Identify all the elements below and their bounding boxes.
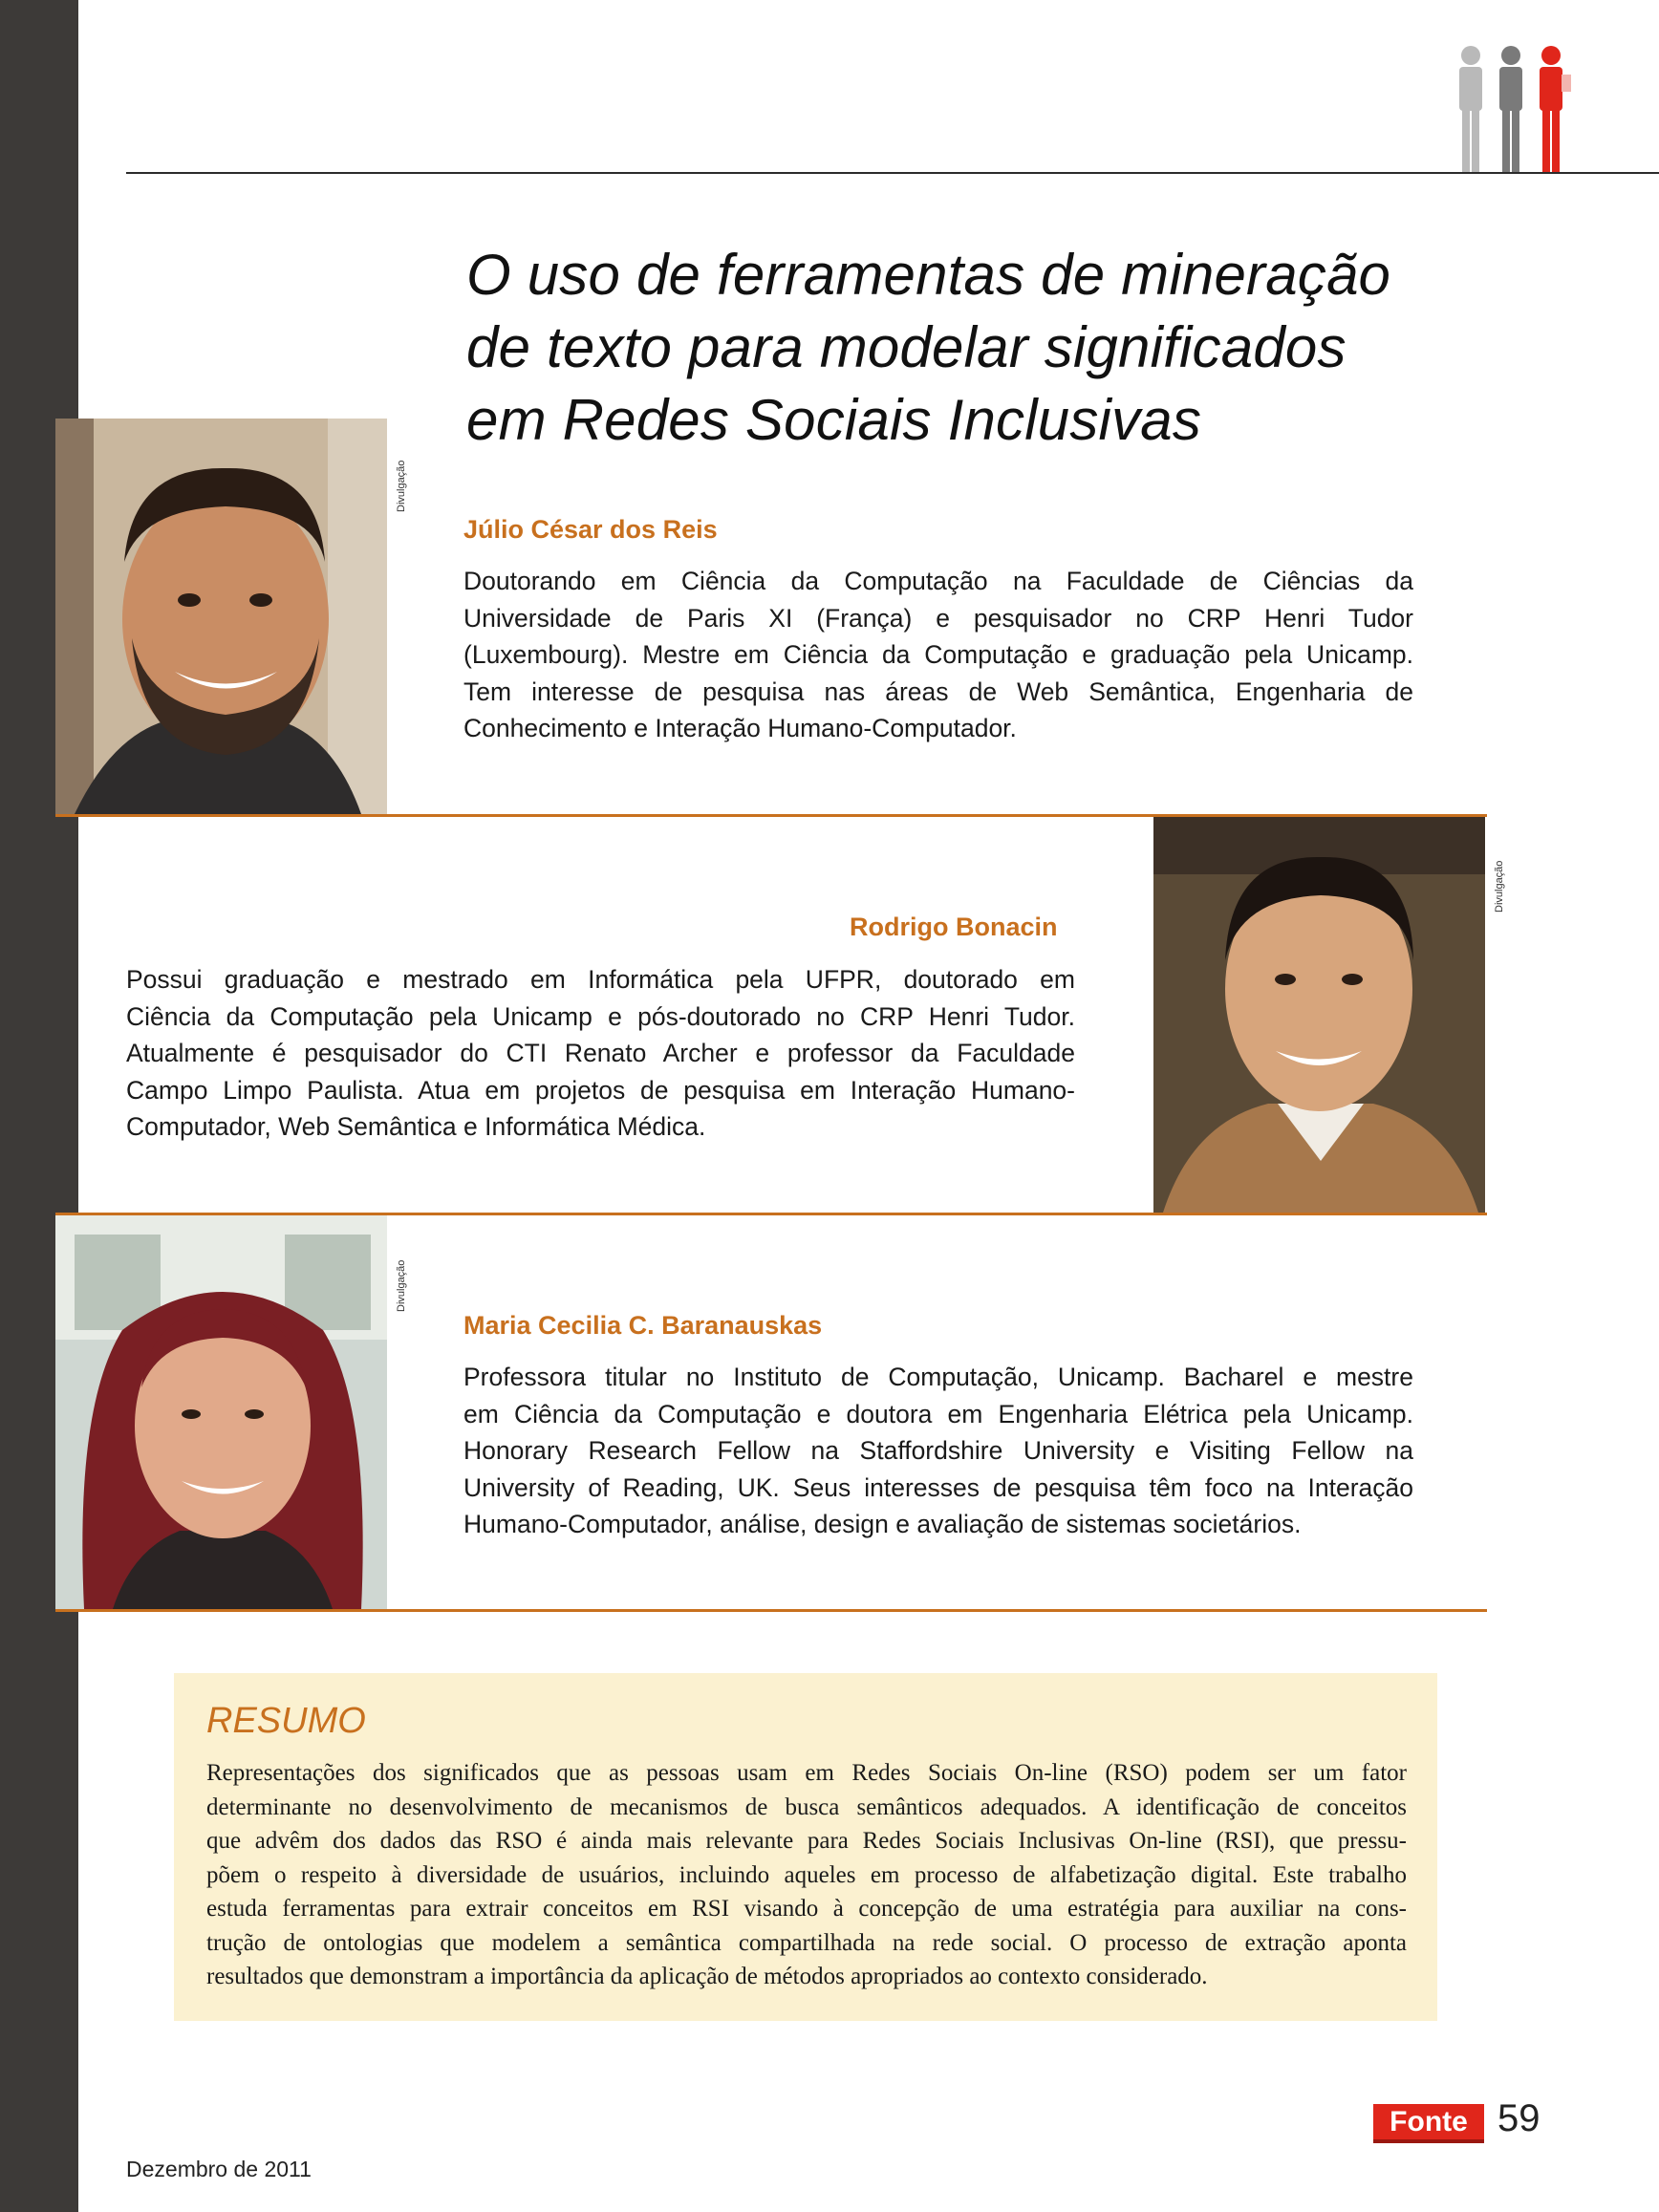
photo-credit: Divulgação — [396, 460, 407, 512]
bio-line: Computador, Web Semântica e Informática Médica. — [126, 1112, 706, 1141]
author-photo — [1153, 817, 1485, 1213]
footer-date: Dezembro de 2011 — [126, 2157, 312, 2181]
bio-line: Atualmente é pesquisador do CTI Renato Archer e professor da Faculdade — [126, 1039, 1075, 1067]
page-number: 59 — [1497, 2097, 1540, 2139]
bio-line: Tem interesse de pesquisa nas áreas de Web Semântica, Engenharia de — [463, 676, 1413, 706]
bio-line: Honorary Research Fellow na Staffordshire University e Visiting Fellow na — [463, 1436, 1413, 1465]
bio-line: em Ciência da Computação e doutora em Engenharia Elétrica pela Unicamp. — [463, 1399, 1413, 1428]
abstract-line: que advêm dos dados das RSO é ainda mais relevante para Redes Sociais Inclusivas On-line (RSI), que pressu- — [206, 1828, 1407, 1854]
author-name: Júlio César dos Reis — [463, 515, 718, 544]
bio-line: Doutorando em Ciência da Computação na Faculdade de Ciências da — [463, 567, 1413, 595]
brand-badge: Fonte — [1373, 2104, 1484, 2143]
article-title-line: em Redes Sociais Inclusivas — [466, 388, 1202, 452]
author-bio — [463, 563, 1413, 747]
photo-credit: Divulgação — [396, 1259, 407, 1312]
article-title-line: O uso de ferramentas de mineração — [466, 243, 1391, 307]
author-name: Rodrigo Bonacin — [850, 913, 1058, 941]
photo-credit: Divulgação — [1494, 860, 1505, 913]
author-name: Maria Cecilia C. Baranauskas — [463, 1311, 823, 1340]
author-bio — [463, 1359, 1413, 1543]
bio-line: Possui graduação e mestrado em Informática pela UFPR, doutorado em — [126, 965, 1075, 994]
abstract-line: determinante no desenvolvimento de mecanismos de busca semânticos adequados. A identificação de conceitos — [206, 1793, 1407, 1820]
bio-line: Professora titular no Instituto de Computação, Unicamp. Bacharel e mestre — [463, 1363, 1413, 1391]
article-title — [466, 239, 1556, 457]
bio-line: Conhecimento e Interação Humano-Computador. — [463, 714, 1017, 742]
bio-line: Ciência da Computação pela Unicamp e pós-doutorado no CRP Henri Tudor. — [126, 1001, 1075, 1031]
section-divider — [55, 1609, 1487, 1612]
bio-line: (Luxembourg). Mestre em Ciência da Computação e graduação pela Unicamp. — [463, 640, 1413, 669]
author-photo — [55, 1215, 387, 1609]
abstract-heading: RESUMO — [206, 1701, 366, 1741]
bio-line: Campo Limpo Paulista. Atua em projetos de pesquisa em Interação Humano- — [126, 1075, 1075, 1105]
abstract-line: resultados que demonstram a importância da aplicação de métodos apropriados ao contexto considerado. — [206, 1964, 1208, 1989]
abstract-line: põem o respeito à diversidade de usuários, incluindo aqueles em processo de alfabetização digital. Este trabalho — [206, 1861, 1407, 1888]
abstract-line: Representações dos significados que as pessoas usam em Redes Sociais On-line (RSO) podem ser um fator — [206, 1760, 1407, 1786]
bio-line: University of Reading, UK. Seus interesses de pesquisa têm foco na Interação — [463, 1472, 1413, 1502]
top-rule — [126, 172, 1659, 174]
author-bio — [126, 961, 1075, 1146]
abstract-line: trução de ontologias que modelem a semântica compartilhada na rede social. O processo de extração aponta — [206, 1929, 1407, 1956]
page-sidebar-band — [0, 0, 78, 2212]
author-photo — [55, 419, 387, 814]
bio-line: Universidade de Paris XI (França) e pesquisador no CRP Henri Tudor — [463, 603, 1413, 633]
article-title-line: de texto para modelar significados — [466, 315, 1347, 379]
bio-line: Humano-Computador, análise, design e avaliação de sistemas societários. — [463, 1510, 1302, 1538]
abstract-text — [206, 1756, 1407, 1994]
people-logo-icon — [1448, 42, 1577, 176]
abstract-line: estuda ferramentas para extrair conceitos em RSI visando à concepção de uma estratégia para auxiliar na cons- — [206, 1896, 1407, 1922]
